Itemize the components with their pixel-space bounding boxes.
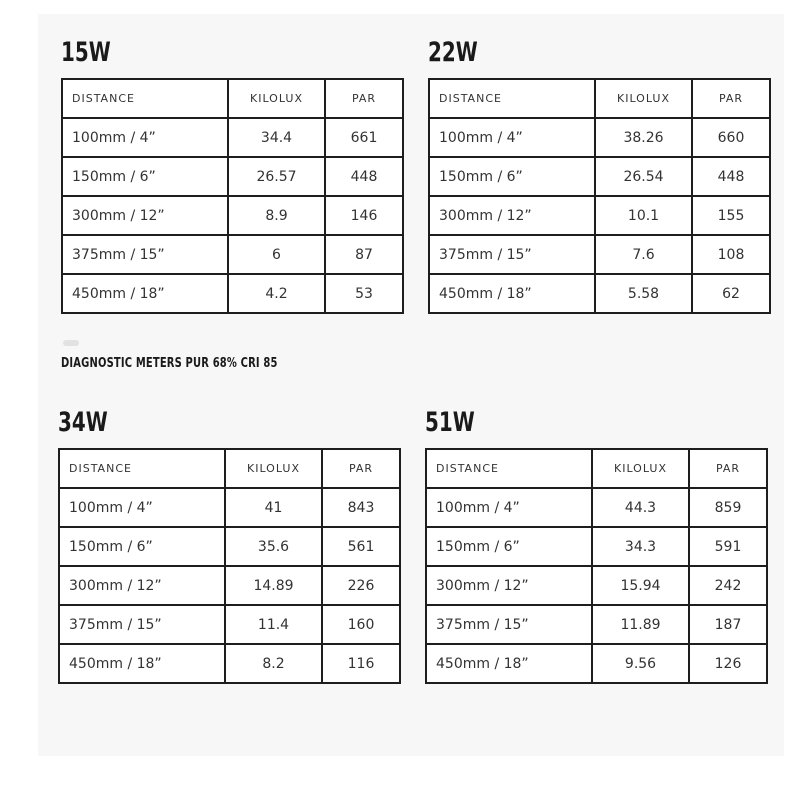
header-kilolux: KILOLUX: [592, 449, 689, 488]
spec-table: [61, 78, 404, 314]
cell-distance: 100mm / 4”: [59, 488, 225, 527]
cell-kilolux: 5.58: [595, 274, 692, 313]
cell-distance: 450mm / 18”: [62, 274, 228, 313]
header-par: PAR: [325, 79, 403, 118]
section-title: 34W: [58, 407, 108, 438]
table-row: [59, 644, 400, 683]
cell-distance: 450mm / 18”: [426, 644, 592, 683]
cell-distance: 150mm / 6”: [62, 157, 228, 196]
cell-distance: 150mm / 6”: [429, 157, 595, 196]
cell-par: 448: [692, 157, 770, 196]
table-row: [426, 605, 767, 644]
cell-kilolux: 4.2: [228, 274, 325, 313]
table-header-row: [62, 79, 403, 118]
cell-par: 108: [692, 235, 770, 274]
cell-distance: 375mm / 15”: [426, 605, 592, 644]
cell-kilolux: 34.4: [228, 118, 325, 157]
cell-distance: 100mm / 4”: [426, 488, 592, 527]
table-row: [429, 157, 770, 196]
cell-par: 87: [325, 235, 403, 274]
header-par: PAR: [322, 449, 400, 488]
spec-note: DIAGNOSTIC METERS PUR 68% CRI 85: [61, 356, 278, 371]
cell-kilolux: 38.26: [595, 118, 692, 157]
cell-distance: 450mm / 18”: [59, 644, 225, 683]
cell-distance: 300mm / 12”: [62, 196, 228, 235]
cell-kilolux: 15.94: [592, 566, 689, 605]
spec-table: [425, 448, 768, 684]
table-row: [62, 274, 403, 313]
cell-kilolux: 6: [228, 235, 325, 274]
cell-par: 62: [692, 274, 770, 313]
table-row: [59, 605, 400, 644]
cell-par: 859: [689, 488, 767, 527]
header-distance: DISTANCE: [429, 79, 595, 118]
table-header-row: [59, 449, 400, 488]
table-header-row: [429, 79, 770, 118]
cell-par: 146: [325, 196, 403, 235]
table-row: [62, 196, 403, 235]
cell-par: 843: [322, 488, 400, 527]
cell-distance: 300mm / 12”: [59, 566, 225, 605]
header-distance: DISTANCE: [62, 79, 228, 118]
cell-kilolux: 41: [225, 488, 322, 527]
cell-kilolux: 8.2: [225, 644, 322, 683]
cell-kilolux: 35.6: [225, 527, 322, 566]
spec-table: [428, 78, 771, 314]
cell-distance: 300mm / 12”: [426, 566, 592, 605]
section-title: 51W: [425, 407, 475, 438]
table-row: [426, 488, 767, 527]
table-section-22w: [428, 36, 771, 314]
table-section-51w: [425, 406, 768, 684]
table-row: [62, 118, 403, 157]
cell-kilolux: 7.6: [595, 235, 692, 274]
table-row: [59, 527, 400, 566]
smudge-mark: [63, 340, 79, 346]
table-row: [62, 157, 403, 196]
cell-distance: 375mm / 15”: [59, 605, 225, 644]
header-par: PAR: [692, 79, 770, 118]
cell-kilolux: 8.9: [228, 196, 325, 235]
table-row: [426, 644, 767, 683]
cell-par: 561: [322, 527, 400, 566]
cell-distance: 300mm / 12”: [429, 196, 595, 235]
table-row: [59, 488, 400, 527]
cell-par: 226: [322, 566, 400, 605]
cell-distance: 100mm / 4”: [429, 118, 595, 157]
table-row: [59, 566, 400, 605]
cell-par: 448: [325, 157, 403, 196]
cell-par: 155: [692, 196, 770, 235]
cell-distance: 150mm / 6”: [59, 527, 225, 566]
cell-distance: 450mm / 18”: [429, 274, 595, 313]
table-row: [426, 566, 767, 605]
table-row: [429, 118, 770, 157]
header-kilolux: KILOLUX: [228, 79, 325, 118]
table-row: [429, 196, 770, 235]
table-header-row: [426, 449, 767, 488]
section-title: 15W: [61, 37, 111, 68]
cell-par: 661: [325, 118, 403, 157]
cell-distance: 100mm / 4”: [62, 118, 228, 157]
header-distance: DISTANCE: [426, 449, 592, 488]
cell-kilolux: 10.1: [595, 196, 692, 235]
table-row: [62, 235, 403, 274]
spec-table: [58, 448, 401, 684]
cell-par: 53: [325, 274, 403, 313]
cell-distance: 150mm / 6”: [426, 527, 592, 566]
cell-kilolux: 9.56: [592, 644, 689, 683]
cell-par: 660: [692, 118, 770, 157]
cell-par: 242: [689, 566, 767, 605]
cell-kilolux: 44.3: [592, 488, 689, 527]
table-row: [429, 274, 770, 313]
cell-kilolux: 11.4: [225, 605, 322, 644]
header-kilolux: KILOLUX: [225, 449, 322, 488]
table-section-34w: [58, 406, 401, 684]
cell-kilolux: 14.89: [225, 566, 322, 605]
table-row: [429, 235, 770, 274]
table-section-15w: [61, 36, 404, 314]
header-kilolux: KILOLUX: [595, 79, 692, 118]
cell-kilolux: 11.89: [592, 605, 689, 644]
header-distance: DISTANCE: [59, 449, 225, 488]
cell-kilolux: 26.57: [228, 157, 325, 196]
cell-distance: 375mm / 15”: [429, 235, 595, 274]
cell-kilolux: 34.3: [592, 527, 689, 566]
section-title: 22W: [428, 37, 478, 68]
cell-distance: 375mm / 15”: [62, 235, 228, 274]
header-par: PAR: [689, 449, 767, 488]
cell-par: 126: [689, 644, 767, 683]
cell-par: 591: [689, 527, 767, 566]
table-row: [426, 527, 767, 566]
cell-par: 187: [689, 605, 767, 644]
cell-par: 116: [322, 644, 400, 683]
cell-kilolux: 26.54: [595, 157, 692, 196]
cell-par: 160: [322, 605, 400, 644]
